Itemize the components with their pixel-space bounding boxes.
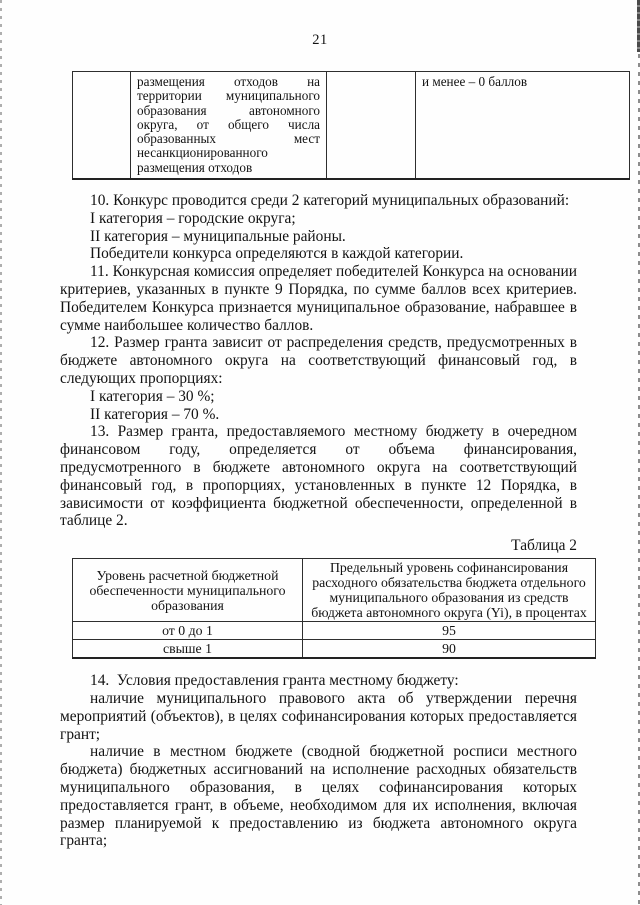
page-number: 21 <box>312 32 328 48</box>
winners-line: Победители конкурса определяются в каждой категории. <box>90 245 464 263</box>
table-row <box>73 72 630 180</box>
table-row <box>73 622 596 640</box>
value-cell: 90 <box>303 640 596 659</box>
category-1-line: I категория – городские округа; <box>90 209 296 227</box>
category-2-line: II категория – муниципальные районы. <box>90 227 346 245</box>
criteria-description-cell: размещения отходов на территории муниципального образования автономного округа, от общего числа образованных мест несанкционированного размещения отходов <box>131 72 327 180</box>
document-body-after-table <box>60 672 577 850</box>
paragraph-10: 10. Конкурс проводится среди 2 категорий муниципальных образований: <box>90 192 570 210</box>
criteria-number-cell-empty <box>73 72 131 180</box>
cofinancing-table <box>72 558 596 659</box>
level-cell: от 0 до 1 <box>73 622 303 640</box>
table-row <box>73 640 596 659</box>
category-1-share-line: I категория – 30 %; <box>90 387 215 405</box>
paragraph-13: 13. Размер гранта, предоставляемого местному бюджету в очередном финансовом году, определяется от объема финансирования, предусмотренного в бюджете автономного округа на соответствующий финансовый год, в пропорциях, установленных в пункте 12 Порядка, в зависимости от коэффициента бюджетной обеспеченности, определенной в таблице 2. <box>60 423 577 530</box>
criteria-score-cell: и менее – 0 баллов <box>416 72 630 180</box>
level-cell: свыше 1 <box>73 640 303 659</box>
criteria-table-continuation <box>72 71 630 180</box>
paragraph-11: 11. Конкурсная комиссия определяет победителей Конкурса на основании критериев, указанных в пункте 9 Порядка, по сумме баллов всех критериев. Победителем Конкурса признается муниципальное образование, набравшее в сумме наибольшее количество баллов. <box>60 263 577 334</box>
criteria-middle-cell-empty <box>327 72 416 180</box>
budget-security-level-header: Уровень расчетной бюджетной обеспеченности муниципального образования <box>73 559 303 622</box>
value-cell: 95 <box>303 622 596 640</box>
condition-1-paragraph: наличие муниципального правового акта об утверждении перечня мероприятий (объектов), в целях софинансирования которых предоставляется грант; <box>60 690 577 743</box>
paragraph-12: 12. Размер гранта зависит от распределения средств, предусмотренных в бюджете автономного округа на соответствующий финансовый год, в следующих пропорциях: <box>60 334 577 388</box>
table-header-row <box>73 559 596 622</box>
table-2-caption: Таблица 2 <box>511 537 577 555</box>
document-body <box>60 192 577 530</box>
category-2-share-line: II категория – 70 %. <box>90 405 220 423</box>
paragraph-14: 14. Условия предоставления гранта местному бюджету: <box>90 672 459 690</box>
scan-artifact-left-edge <box>0 0 2 905</box>
condition-2-paragraph: наличие в местном бюджете (сводной бюджетной росписи местного бюджета) бюджетных ассигнований на исполнение расходных обязательств муниципального образования, в целях софинансирования которых предоставляется грант, в объеме, необходимом для их исполнения, включая размер планируемой к предоставлению из бюджета автономного округа гранта; <box>60 743 577 850</box>
cofinancing-limit-header: Предельный уровень софинансирования расходного обязательства бюджета отдельного муниципального образования из средств бюджета автономного округа (Yi), в процентах <box>303 559 596 622</box>
